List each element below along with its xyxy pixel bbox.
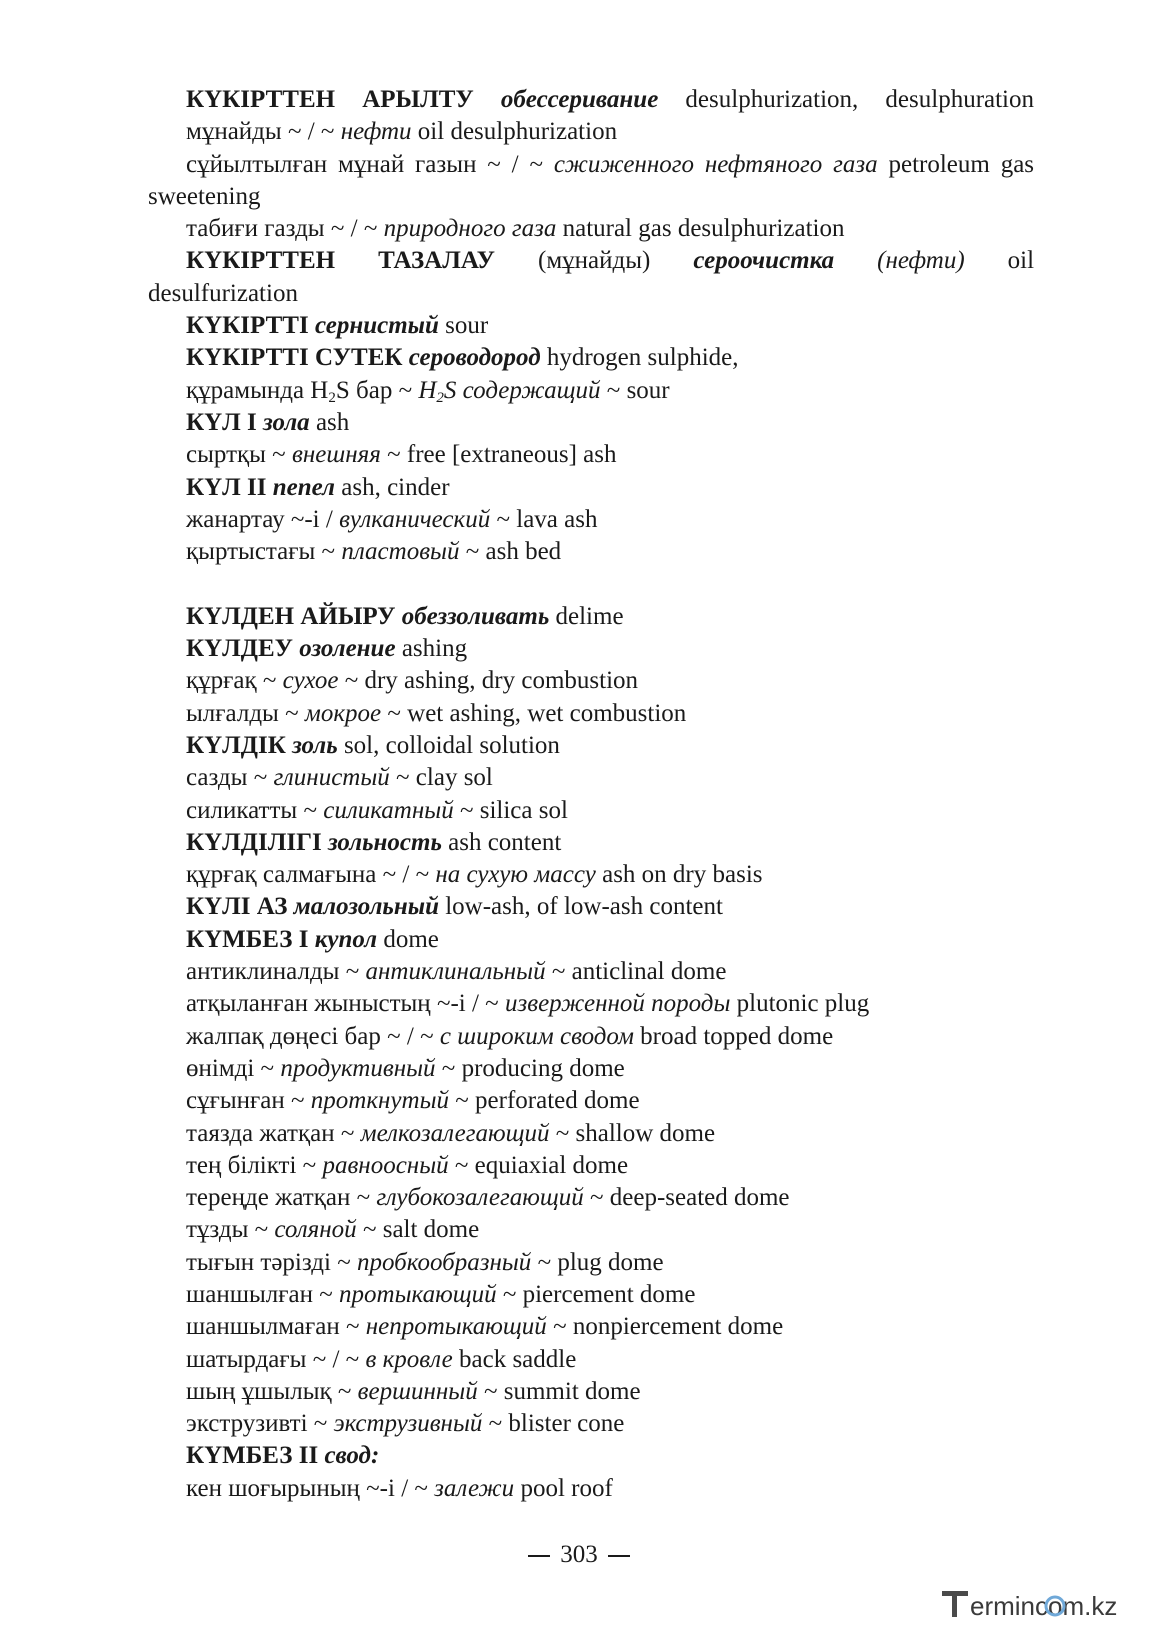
entry-subline: таязда жатқан ~ мелкозалегающий ~ shallow dome [186,1119,716,1147]
entry-subline: шаншылмаған ~ непротыкающий ~ nonpiercement dome [186,1313,784,1341]
entry-headword-line: КҮЛДІК золь sol, colloidal solution [186,731,560,759]
entry-continuation: sweetening [148,182,261,210]
entry-subline: табиғи газды ~ / ~ природного газа natural gas desulphurization [186,215,845,243]
entry-subline: тұзды ~ соляной ~ salt dome [186,1216,480,1244]
entry-headword-line: КҮКІРТТЕН АРЫЛТУ обессеривание desulphurization, desulphuration [186,86,1035,113]
entry-headword-line: КҮКІРТТЕН ТАЗАЛАУ (мұнайды) сероочистка (нефти) oil [186,247,1035,275]
entry-headword-line: КҮЛДЕУ озоление ashing [186,635,468,663]
entry-subline: мұнайды ~ / ~ нефти oil desulphurization [186,118,618,146]
entry-headword-line: КҮЛДЕН АЙЫРУ обеззоливать delime [186,602,624,630]
entry-subline: құрғақ салмағына ~ / ~ на сухую массу ash on dry basis [186,861,763,889]
entry-subline: антиклиналды ~ антиклинальный ~ anticlinal dome [186,958,727,986]
page-footer [0,1541,1158,1569]
entry-subline: ылғалды ~ мокрое ~ wet ashing, wet combustion [186,699,687,727]
entry-subline: шаншылған ~ протыкающий ~ piercement dome [186,1280,696,1308]
entry-subline: тығын тәрізді ~ пробкообразный ~ plug dome [186,1248,664,1276]
entry-subline: шың ұшылық ~ вершинный ~ summit dome [186,1377,641,1405]
dash-left [528,1555,550,1557]
entry-headword-line: КҮКІРТТІ СУТЕК сероводород hydrogen sulphide, [186,344,739,372]
entry-subline: сұғынған ~ проткнутый ~ perforated dome [186,1087,640,1115]
entry-subline: құрамында $H_2S$ бар ~ $H_2S$ содержащий ~ sour [186,376,670,406]
entry-subline: өнімді ~ продуктивный ~ producing dome [186,1054,625,1082]
entry-subline: сыртқы ~ внешняя ~ free [extraneous] ash [186,441,617,469]
entry-subline: атқыланған жыныстың ~-і / ~ изверженной породы plutonic plug [186,990,870,1018]
entry-headword-line: КҮЛ II пепел ash, cinder [186,473,450,501]
entry-headword-line: КҮМБЕЗ I купол dome [186,925,439,953]
entry-continuation: desulfurization [148,279,298,307]
entry-headword-line: КҮЛДІЛІГІ зольность ash content [186,828,562,856]
entry-subline: экструзивті ~ экструзивный ~ blister cone [186,1410,625,1438]
svg-text:ermincom.kz: ermincom.kz [970,1591,1118,1621]
dictionary-page [148,84,1034,1505]
entry-subline: кен шоғырының ~-і / ~ залежи pool roof [186,1474,613,1502]
entry-headword-line: КҮКІРТТІ сернистый sour [186,312,489,340]
dash-right [608,1555,630,1557]
entry-headword-line: КҮЛ I зола ash [186,408,350,436]
blank-line [148,568,1034,600]
termincom-logo [940,1585,1150,1629]
entry-subline: жалпақ дөңесі бар ~ / ~ с широким сводом broad topped dome [186,1022,834,1050]
entry-subline: қыртыстағы ~ пластовый ~ ash bed [186,538,562,566]
entry-subline: шатырдағы ~ / ~ в кровле back saddle [186,1345,577,1373]
entry-subline: тең білікті ~ равноосный ~ equiaxial dome [186,1151,629,1179]
entry-subline: силикатты ~ силикатный ~ silica sol [186,796,568,824]
entry-headword-line: КҮЛІ АЗ малозольный low-ash, of low-ash content [186,893,723,921]
page-number: 303 [560,1541,598,1568]
entry-subline: сұйылтылған мұнай газын ~ / ~ сжиженного нефтяного газа petroleum gas [186,150,1035,178]
entry-subline: сазды ~ глинистый ~ clay sol [186,764,493,792]
entry-subline: тереңде жатқан ~ глубокозалегающий ~ deep-seated dome [186,1184,790,1212]
entry-subline: құрғақ ~ сухое ~ dry ashing, dry combustion [186,667,639,695]
entry-headword-line: КҮМБЕЗ II свод: [186,1442,380,1470]
entry-subline: жанартау ~-і / вулканический ~ lava ash [186,505,598,533]
